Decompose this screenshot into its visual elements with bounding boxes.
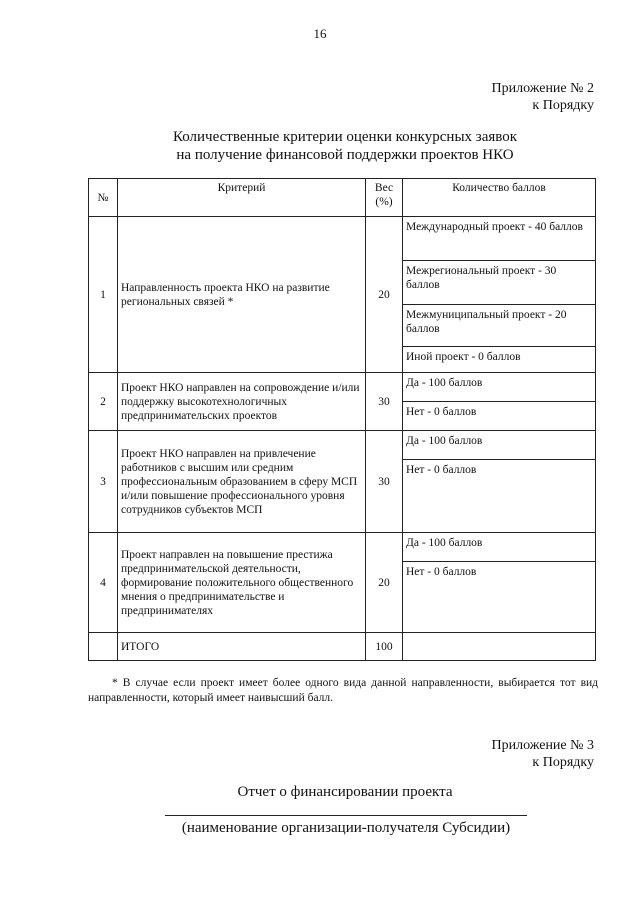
appendix-2-title: Приложение № 2 bbox=[491, 81, 594, 96]
score-option: Да - 100 баллов bbox=[403, 533, 595, 562]
table-row bbox=[89, 217, 596, 373]
table-row bbox=[89, 533, 596, 633]
appendix-3-header bbox=[492, 737, 595, 771]
header-num: № bbox=[89, 179, 118, 217]
row-num: 1 bbox=[89, 217, 118, 373]
table-header-row bbox=[89, 179, 596, 217]
table-row bbox=[89, 373, 596, 431]
header-criterion: Критерий bbox=[118, 179, 366, 217]
appendix-3-title: Приложение № 3 bbox=[491, 738, 594, 753]
row-num: 4 bbox=[89, 533, 118, 633]
total-score bbox=[403, 633, 596, 661]
row-criterion: Проект НКО направлен на привлечение работников с высшим или средним профессиональным образованием в сферу МСП и/или повышение профессионального уровня сотрудников субъектов МСП bbox=[118, 431, 366, 533]
table-row bbox=[89, 431, 596, 533]
score-option: Да - 100 баллов bbox=[403, 373, 595, 402]
row-scores bbox=[403, 373, 596, 431]
total-num bbox=[89, 633, 118, 661]
header-weight: Вес (%) bbox=[366, 179, 403, 217]
row-weight: 20 bbox=[366, 533, 403, 633]
row-criterion: Проект направлен на повышение престижа предпринимательской деятельности, формирование положительного общественного мнения о предпринимательстве и предпринимателях bbox=[118, 533, 366, 633]
document-title-line-2: на получение финансовой поддержки проектов НКО bbox=[176, 147, 514, 163]
appendix-2-header bbox=[492, 80, 595, 114]
total-label: ИТОГО bbox=[118, 633, 366, 661]
total-weight: 100 bbox=[366, 633, 403, 661]
table-total-row bbox=[89, 633, 596, 661]
score-option: Нет - 0 баллов bbox=[406, 566, 477, 578]
document-title-line-1: Количественные критерии оценки конкурсных заявок bbox=[172, 129, 518, 145]
report-title: Отчет о финансировании проекта bbox=[237, 784, 453, 800]
row-criterion: Направленность проекта НКО на развитие региональных связей * bbox=[118, 217, 366, 373]
header-score: Количество баллов bbox=[403, 179, 596, 217]
organization-name-line bbox=[165, 815, 527, 816]
row-num: 3 bbox=[89, 431, 118, 533]
row-weight: 30 bbox=[366, 373, 403, 431]
row-scores bbox=[403, 217, 596, 373]
row-scores bbox=[403, 533, 596, 633]
score-option: Международный проект - 40 баллов bbox=[403, 217, 595, 261]
row-weight: 30 bbox=[366, 431, 403, 533]
score-option: Нет - 0 баллов bbox=[406, 464, 477, 476]
row-scores bbox=[403, 431, 596, 533]
row-weight: 20 bbox=[366, 217, 403, 373]
score-option: Иной проект - 0 баллов bbox=[406, 351, 521, 363]
page-number: 16 bbox=[313, 26, 327, 41]
organization-name-caption: (наименование организации-получателя Субсидии) bbox=[181, 820, 511, 836]
footnote: * В случае если проект имеет более одного вида данной направленности, выбирается тот вид направленности, который имеет наивысший балл. bbox=[88, 677, 598, 704]
score-option: Межрегиональный проект - 30 баллов bbox=[403, 261, 595, 305]
score-option: Нет - 0 баллов bbox=[406, 406, 477, 418]
row-criterion: Проект НКО направлен на сопровождение и/или поддержку высокотехнологичных предпринимательских проектов bbox=[118, 373, 366, 431]
appendix-3-subtitle: к Порядку bbox=[532, 755, 594, 770]
row-num: 2 bbox=[89, 373, 118, 431]
criteria-table bbox=[88, 178, 596, 661]
document-title bbox=[60, 128, 630, 164]
score-option: Межмуниципальный проект - 20 баллов bbox=[403, 305, 595, 347]
score-option: Да - 100 баллов bbox=[403, 431, 595, 460]
appendix-2-subtitle: к Порядку bbox=[532, 98, 594, 113]
